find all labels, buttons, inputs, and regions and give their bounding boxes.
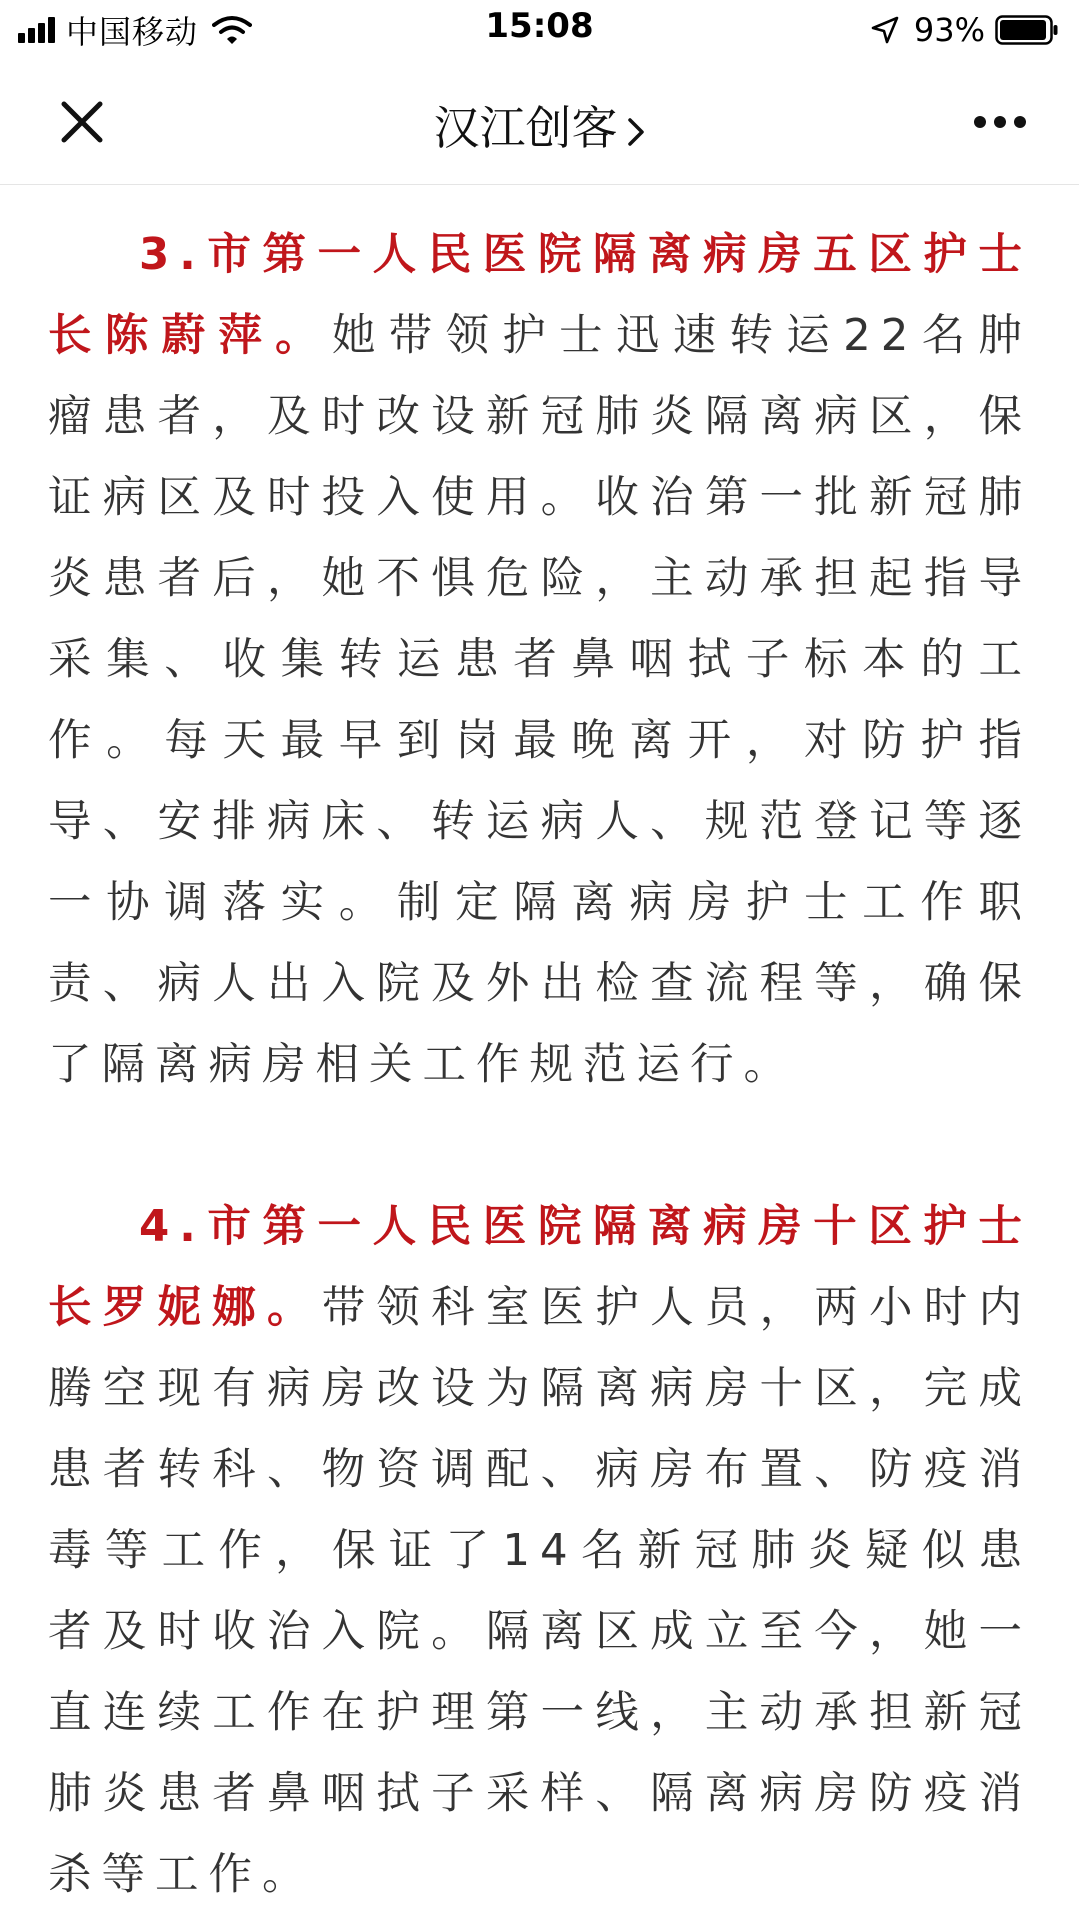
article-body [48,215,1032,1916]
paragraph-heading: 4.市第一人民医院隔离病房十区护士长罗妮娜。 [48,1202,1032,1333]
chevron-right-icon [626,116,646,148]
battery-percent: 93% [913,11,985,49]
status-time: 15:08 [485,6,594,46]
battery-icon [995,15,1059,45]
paragraph-heading: 3.市第一人民医院隔离病房五区护士长陈蔚萍。 [48,230,1032,361]
paragraph-body: 她带领护士迅速转运22名肿瘤患者，及时改设新冠肺炎隔离病区，保证病区及时投入使用。收治第一批新冠肺炎患者后，她不惧危险，主动承担起指导采集、收集转运患者鼻咽拭子标本的工作。每天最早到岗最晚离开，对防护指导、安排病床、转运病人、规范登记等逐一协调落实。制定隔离病房护士工作职责、病人出入院及外出检查流程等，确保了隔离病房相关工作规范运行。 [48,311,1032,1090]
status-right [870,8,1059,52]
article-paragraph [48,1187,1032,1916]
account-title-link[interactable] [0,92,1079,158]
nav-bar [0,58,1079,185]
paragraph-body: 带领科室医护人员，两小时内腾空现有病房改设为隔离病房十区，完成患者转科、物资调配、病房布置、防疫消毒等工作，保证了14名新冠肺炎疑似患者及时收治入院。隔离区成立至今，她一直连续工作在护理第一线，主动承担新冠肺炎患者鼻咽拭子采样、隔离病房防疫消杀等工作。 [48,1283,1033,1900]
location-icon [870,15,900,45]
article-paragraph [48,215,1032,1106]
nav-title-text: 汉江创客 [433,101,618,155]
carrier-label: 中国移动 [66,13,199,51]
more-icon[interactable] [973,112,1027,132]
status-bar [0,0,1079,58]
